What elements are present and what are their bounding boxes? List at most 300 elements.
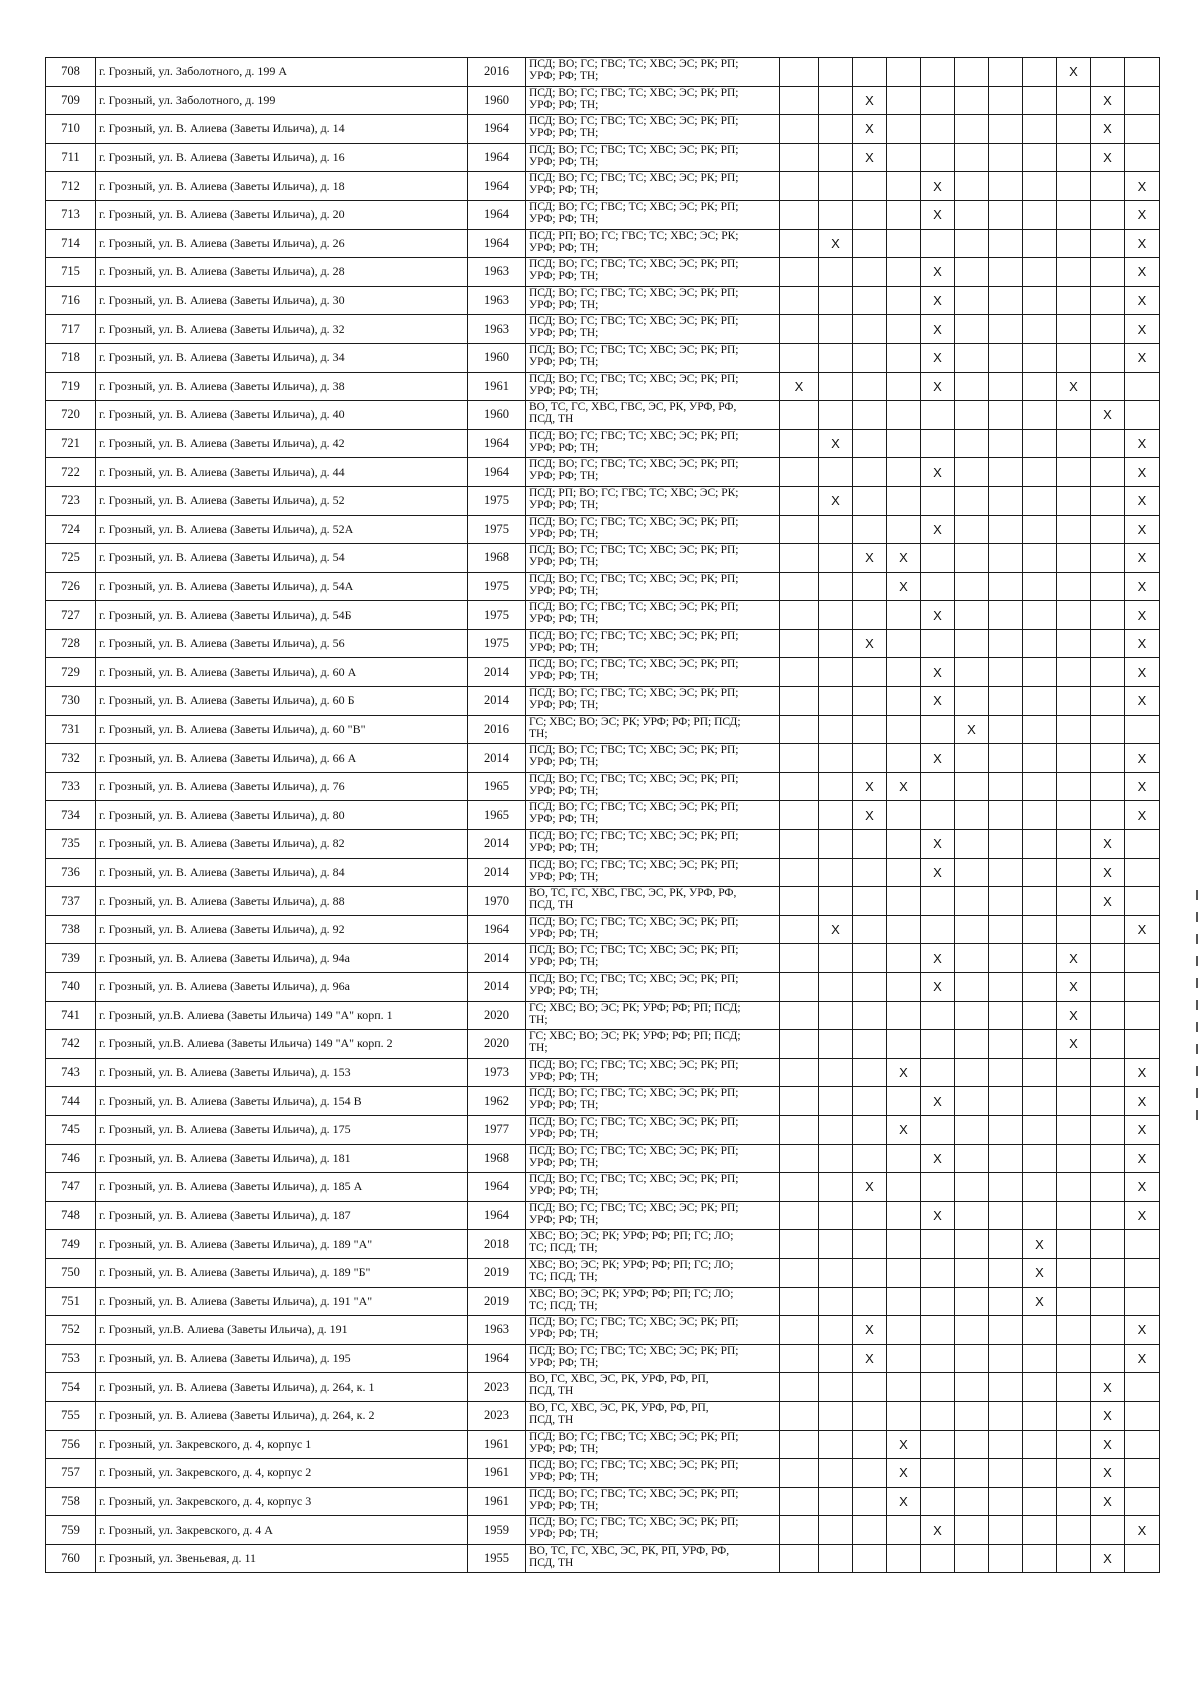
table-row	[46, 486, 1160, 515]
work-type-cell	[887, 1001, 921, 1030]
x-mark: X	[1103, 1465, 1112, 1481]
work-type-cell	[780, 973, 819, 1002]
work-type-cell	[1091, 458, 1125, 487]
x-mark: X	[933, 521, 942, 537]
work-type-cell	[921, 86, 955, 115]
row-number: 745	[46, 1115, 96, 1144]
work-type-cell	[989, 1430, 1023, 1459]
row-number: 719	[46, 372, 96, 401]
services-line: УРФ; РФ; ТН;	[529, 270, 599, 283]
work-type-cell	[955, 572, 989, 601]
work-type-cell	[887, 715, 921, 744]
year-cell: 1960	[468, 343, 526, 372]
services-line: ПСД; ВО; ГС; ГВС; ТС; ХВС; ЭС; РК; РП;	[529, 973, 739, 985]
year-cell: 1975	[468, 515, 526, 544]
services-cell	[526, 973, 780, 1002]
services-cell	[526, 1430, 780, 1459]
services-line: УРФ; РФ; ТН;	[529, 784, 599, 797]
x-mark: X	[933, 693, 942, 709]
work-type-cell	[780, 1316, 819, 1345]
work-type-cell	[921, 200, 955, 229]
work-type-cell	[780, 544, 819, 573]
row-number: 741	[46, 1001, 96, 1030]
table-row	[46, 744, 1160, 773]
work-type-cell	[1125, 772, 1160, 801]
table-row	[46, 1316, 1160, 1345]
work-type-cell	[1091, 486, 1125, 515]
work-type-cell	[921, 515, 955, 544]
work-type-cell	[955, 200, 989, 229]
year-cell: 1975	[468, 601, 526, 630]
work-type-cell	[921, 973, 955, 1002]
work-type-cell	[853, 1316, 887, 1345]
work-type-cell	[955, 1144, 989, 1173]
x-mark: X	[794, 378, 804, 394]
work-type-cell	[921, 1544, 955, 1573]
work-type-cell	[887, 286, 921, 315]
work-type-cell	[1057, 115, 1091, 144]
work-type-cell	[955, 229, 989, 258]
year-cell: 2016	[468, 58, 526, 87]
work-type-cell	[955, 658, 989, 687]
work-type-cell	[1125, 629, 1160, 658]
work-type-cell	[955, 687, 989, 716]
address-cell: г. Грозный, ул. В. Алиева (Заветы Ильича), д. 92	[96, 915, 468, 944]
x-mark: X	[865, 1179, 874, 1195]
row-number: 736	[46, 858, 96, 887]
work-type-cell	[989, 372, 1023, 401]
work-type-cell	[1057, 1544, 1091, 1573]
work-type-cell	[780, 715, 819, 744]
work-type-cell	[921, 830, 955, 859]
services-line: ПСД; ВО; ГС; ГВС; ТС; ХВС; ЭС; РК; РП;	[529, 1459, 739, 1472]
work-type-cell	[1057, 1287, 1091, 1316]
services-cell	[526, 687, 780, 716]
work-type-cell	[921, 801, 955, 830]
address-cell: г. Грозный, ул. В. Алиева (Заветы Ильича), д. 189 "Б"	[96, 1258, 468, 1287]
work-type-cell	[819, 1058, 853, 1087]
row-number: 723	[46, 486, 96, 515]
row-number: 753	[46, 1344, 96, 1373]
services-line: УРФ; РФ; ТН;	[529, 1471, 599, 1484]
work-type-cell	[887, 1401, 921, 1430]
work-type-cell	[955, 1401, 989, 1430]
work-type-cell	[1023, 1115, 1057, 1144]
row-number: 747	[46, 1173, 96, 1202]
services-line: ПСД; ВО; ГС; ГВС; ТС; ХВС; ЭС; РК; РП;	[529, 1144, 739, 1157]
table-row	[46, 515, 1160, 544]
work-type-cell	[819, 715, 853, 744]
x-mark: X	[1103, 836, 1112, 852]
services-line: УРФ; РФ; ТН;	[529, 813, 599, 826]
services-cell	[526, 1058, 780, 1087]
work-type-cell	[1023, 801, 1057, 830]
x-mark: X	[831, 493, 840, 509]
work-type-cell	[1125, 1316, 1160, 1345]
work-type-cell	[1091, 286, 1125, 315]
x-mark: X	[1137, 779, 1147, 795]
services-line: ПСД; ВО; ГС; ГВС; ТС; ХВС; ЭС; РК; РП;	[529, 687, 739, 700]
work-type-cell	[921, 372, 955, 401]
services-cell	[526, 515, 780, 544]
work-type-cell	[955, 858, 989, 887]
work-type-cell	[921, 229, 955, 258]
work-type-cell	[1125, 343, 1160, 372]
address-cell: г. Грозный, ул. Звеньевая, д. 11	[96, 1544, 468, 1573]
work-type-cell	[1125, 915, 1160, 944]
work-type-cell	[1057, 1401, 1091, 1430]
work-type-cell	[780, 801, 819, 830]
x-mark: X	[831, 436, 840, 452]
services-line: ТН;	[529, 727, 548, 740]
work-type-cell	[1023, 1516, 1057, 1545]
work-type-cell	[819, 58, 853, 87]
work-type-cell	[1023, 858, 1057, 887]
work-type-cell	[989, 86, 1023, 115]
work-type-cell	[853, 172, 887, 201]
work-type-cell	[887, 629, 921, 658]
services-line: УРФ; РФ; ТН;	[529, 1127, 599, 1140]
x-mark: X	[1137, 1522, 1147, 1538]
work-type-cell	[780, 1344, 819, 1373]
table-row	[46, 601, 1160, 630]
work-type-cell	[887, 801, 921, 830]
work-type-cell	[780, 115, 819, 144]
work-type-cell	[887, 115, 921, 144]
work-type-cell	[887, 258, 921, 287]
work-type-cell	[1125, 1144, 1160, 1173]
work-type-cell	[1125, 1230, 1160, 1259]
work-type-cell	[1091, 1287, 1125, 1316]
work-type-cell	[853, 515, 887, 544]
services-line: УРФ; РФ; ТН;	[529, 699, 599, 712]
x-mark: X	[1137, 321, 1147, 337]
work-type-cell	[989, 944, 1023, 973]
work-type-cell	[819, 1373, 853, 1402]
x-mark: X	[1035, 1236, 1044, 1252]
work-type-cell	[853, 1115, 887, 1144]
x-mark: X	[933, 293, 942, 309]
services-line: УРФ; РФ; ТН;	[529, 1156, 599, 1169]
work-type-cell	[780, 915, 819, 944]
services-line: ГС; ХВС; ВО; ЭС; РК; УРФ; РФ; РП; ПСД;	[529, 715, 741, 728]
work-type-cell	[780, 1115, 819, 1144]
x-mark: X	[1103, 1408, 1112, 1424]
services-cell	[526, 544, 780, 573]
work-type-cell	[1057, 601, 1091, 630]
work-type-cell	[1091, 258, 1125, 287]
x-mark: X	[933, 264, 942, 280]
services-line: ПСД; ВО; ГС; ГВС; ТС; ХВС; ЭС; РК; РП;	[529, 458, 739, 471]
work-type-cell	[989, 1344, 1023, 1373]
services-line: ВО, ГС, ХВС, ЭС, РК, УРФ, РФ, РП,	[529, 1401, 709, 1414]
work-type-cell	[921, 486, 955, 515]
x-mark: X	[1137, 464, 1147, 480]
x-mark: X	[1137, 807, 1147, 823]
row-number: 755	[46, 1401, 96, 1430]
services-cell	[526, 944, 780, 973]
work-type-cell	[921, 1030, 955, 1059]
work-type-cell	[1057, 1030, 1091, 1059]
row-number: 732	[46, 744, 96, 773]
services-line: ПСД; ВО; ГС; ГВС; ТС; ХВС; ЭС; РК; РП;	[529, 115, 739, 128]
services-cell	[526, 401, 780, 430]
work-type-cell	[1023, 458, 1057, 487]
row-number: 756	[46, 1430, 96, 1459]
work-type-cell	[1125, 572, 1160, 601]
services-line: УРФ; РФ; ТН;	[529, 470, 599, 483]
work-type-cell	[887, 1373, 921, 1402]
work-type-cell	[853, 1373, 887, 1402]
work-type-cell	[780, 629, 819, 658]
x-mark: X	[865, 807, 874, 823]
work-type-cell	[1057, 1258, 1091, 1287]
work-type-cell	[1023, 601, 1057, 630]
work-type-cell	[1091, 1258, 1125, 1287]
work-type-cell	[921, 772, 955, 801]
work-type-cell	[1125, 973, 1160, 1002]
work-type-cell	[989, 1487, 1023, 1516]
work-type-cell	[780, 343, 819, 372]
work-type-cell	[887, 372, 921, 401]
work-type-cell	[955, 544, 989, 573]
work-type-cell	[819, 658, 853, 687]
table-row	[46, 658, 1160, 687]
work-type-cell	[1125, 515, 1160, 544]
services-line: ПСД; ВО; ГС; ГВС; ТС; ХВС; ЭС; РК; РП;	[529, 601, 739, 614]
work-type-cell	[1125, 1516, 1160, 1545]
work-type-cell	[1057, 200, 1091, 229]
x-mark: X	[933, 464, 942, 480]
work-type-cell	[853, 1344, 887, 1373]
work-type-cell	[853, 86, 887, 115]
work-type-cell	[921, 658, 955, 687]
work-type-cell	[780, 458, 819, 487]
work-type-cell	[1023, 1258, 1057, 1287]
work-type-cell	[989, 1401, 1023, 1430]
x-mark: X	[1137, 1322, 1147, 1338]
services-line: УРФ; РФ; ТН;	[529, 1499, 599, 1512]
work-type-cell	[1057, 687, 1091, 716]
services-cell	[526, 1344, 780, 1373]
services-line: ПСД; ВО; ГС; ГВС; ТС; ХВС; ЭС; РК; РП;	[529, 1087, 739, 1100]
work-type-cell	[1057, 915, 1091, 944]
services-line: ВО, ГС, ХВС, ЭС, РК, УРФ, РФ, РП,	[529, 1373, 709, 1386]
address-cell: г. Грозный, ул. В. Алиева (Заветы Ильича), д. 189 "А"	[96, 1230, 468, 1259]
work-type-cell	[1091, 1316, 1125, 1345]
work-type-cell	[989, 229, 1023, 258]
work-type-cell	[1023, 200, 1057, 229]
work-type-cell	[1125, 372, 1160, 401]
work-type-cell	[921, 744, 955, 773]
work-type-cell	[1125, 601, 1160, 630]
work-type-cell	[989, 1287, 1023, 1316]
year-cell: 2020	[468, 1001, 526, 1030]
row-number: 730	[46, 687, 96, 716]
work-type-cell	[955, 1115, 989, 1144]
work-type-cell	[853, 1487, 887, 1516]
work-type-cell	[1125, 658, 1160, 687]
x-mark: X	[899, 578, 908, 594]
services-line: УРФ; РФ; ТН;	[529, 641, 599, 654]
work-type-cell	[780, 772, 819, 801]
x-mark: X	[933, 321, 942, 337]
work-type-cell	[1023, 401, 1057, 430]
work-type-cell	[780, 1516, 819, 1545]
work-type-cell	[1023, 544, 1057, 573]
work-type-cell	[1023, 915, 1057, 944]
work-type-cell	[853, 887, 887, 916]
work-type-cell	[853, 1401, 887, 1430]
work-type-cell	[780, 1373, 819, 1402]
work-type-cell	[921, 172, 955, 201]
work-type-cell	[989, 887, 1023, 916]
work-type-cell	[989, 343, 1023, 372]
x-mark: X	[1137, 1093, 1147, 1109]
year-cell: 1960	[468, 86, 526, 115]
x-mark: X	[1137, 578, 1147, 594]
table-row	[46, 200, 1160, 229]
year-cell: 2019	[468, 1287, 526, 1316]
work-type-cell	[955, 915, 989, 944]
work-type-cell	[1091, 858, 1125, 887]
year-cell: 1955	[468, 1544, 526, 1573]
row-number: 729	[46, 658, 96, 687]
table-row	[46, 458, 1160, 487]
services-cell	[526, 286, 780, 315]
x-mark: X	[865, 550, 874, 566]
work-type-cell	[1125, 687, 1160, 716]
row-number: 718	[46, 343, 96, 372]
address-cell: г. Грозный, ул. В. Алиева (Заветы Ильича), д. 40	[96, 401, 468, 430]
work-type-cell	[1057, 944, 1091, 973]
work-type-cell	[853, 973, 887, 1002]
work-type-cell	[819, 1173, 853, 1202]
year-cell: 1964	[468, 200, 526, 229]
services-line: УРФ; РФ; ТН;	[529, 127, 599, 140]
x-mark: X	[1103, 1551, 1112, 1567]
work-type-cell	[819, 1430, 853, 1459]
work-type-cell	[1125, 1087, 1160, 1116]
work-type-cell	[1023, 1316, 1057, 1345]
work-type-cell	[921, 887, 955, 916]
work-type-cell	[780, 143, 819, 172]
work-type-cell	[1023, 1230, 1057, 1259]
work-type-cell	[989, 115, 1023, 144]
work-type-cell	[989, 143, 1023, 172]
work-type-cell	[989, 629, 1023, 658]
work-type-cell	[1057, 830, 1091, 859]
services-line: ТС; ПСД; ТН;	[529, 1242, 598, 1255]
table-row	[46, 343, 1160, 372]
address-cell: г. Грозный, ул. Закревского, д. 4, корпус 1	[96, 1430, 468, 1459]
work-type-cell	[989, 858, 1023, 887]
work-type-cell	[989, 486, 1023, 515]
work-type-cell	[1057, 343, 1091, 372]
work-type-cell	[1125, 86, 1160, 115]
work-type-cell	[887, 687, 921, 716]
services-line: УРФ; РФ; ТН;	[529, 1356, 599, 1369]
work-type-cell	[1023, 887, 1057, 916]
services-line: ПСД; ВО; ГС; ГВС; ТС; ХВС; ЭС; РК; РП;	[529, 1316, 739, 1329]
x-mark: X	[1137, 207, 1147, 223]
work-type-cell	[955, 1316, 989, 1345]
work-type-cell	[853, 1144, 887, 1173]
x-mark: X	[899, 1122, 908, 1138]
work-type-cell	[887, 315, 921, 344]
register-body	[46, 58, 1160, 1573]
work-type-cell	[1091, 1201, 1125, 1230]
x-mark: X	[899, 1493, 908, 1509]
year-cell: 1963	[468, 258, 526, 287]
work-type-cell	[955, 1058, 989, 1087]
services-line: УРФ; РФ; ТН;	[529, 756, 599, 769]
work-type-cell	[853, 572, 887, 601]
services-line: ПСД; ВО; ГС; ГВС; ТС; ХВС; ЭС; РК; РП;	[529, 315, 739, 328]
x-mark: X	[933, 1208, 942, 1224]
x-mark: X	[1069, 64, 1078, 80]
x-mark: X	[1137, 293, 1147, 309]
work-type-cell	[819, 887, 853, 916]
work-type-cell	[887, 429, 921, 458]
work-type-cell	[853, 629, 887, 658]
services-line: ПСД; ВО; ГС; ГВС; ТС; ХВС; ЭС; РК; РП;	[529, 772, 739, 785]
row-number: 715	[46, 258, 96, 287]
services-line: ПСД; ВО; ГС; ГВС; ТС; ХВС; ЭС; РК; РП;	[529, 801, 739, 814]
work-type-cell	[921, 1258, 955, 1287]
work-type-cell	[1023, 1201, 1057, 1230]
work-type-cell	[780, 486, 819, 515]
work-type-cell	[1091, 86, 1125, 115]
work-type-cell	[955, 429, 989, 458]
work-type-cell	[1023, 343, 1057, 372]
services-line: УРФ; РФ; ТН;	[529, 985, 599, 997]
work-type-cell	[989, 1459, 1023, 1488]
work-type-cell	[819, 801, 853, 830]
x-mark: X	[1137, 350, 1147, 366]
table-row	[46, 830, 1160, 859]
year-cell: 1963	[468, 1316, 526, 1345]
work-type-cell	[780, 1544, 819, 1573]
services-line: ВО, ТС, ГС, ХВС, ГВС, ЭС, РК, УРФ, РФ,	[529, 887, 737, 900]
year-cell: 1975	[468, 629, 526, 658]
work-type-cell	[921, 286, 955, 315]
address-cell: г. Грозный, ул. В. Алиева (Заветы Ильича), д. 185 А	[96, 1173, 468, 1202]
services-cell	[526, 1516, 780, 1545]
services-line: ПСД; ВО; ГС; ГВС; ТС; ХВС; ЭС; РК; РП;	[529, 343, 739, 356]
work-type-cell	[1023, 1030, 1057, 1059]
row-number: 711	[46, 143, 96, 172]
work-type-cell	[955, 1258, 989, 1287]
x-mark: X	[865, 1322, 874, 1338]
work-type-cell	[1023, 143, 1057, 172]
work-type-cell	[1057, 1373, 1091, 1402]
work-type-cell	[1091, 1115, 1125, 1144]
work-type-cell	[955, 1487, 989, 1516]
work-type-cell	[1091, 1459, 1125, 1488]
work-type-cell	[1125, 115, 1160, 144]
work-type-cell	[1125, 458, 1160, 487]
row-number: 733	[46, 772, 96, 801]
services-line: УРФ; РФ; ТН;	[529, 1070, 599, 1083]
x-mark: X	[1137, 1179, 1147, 1195]
row-number: 750	[46, 1258, 96, 1287]
work-type-cell	[921, 544, 955, 573]
table-row	[46, 973, 1160, 1002]
year-cell: 1963	[468, 286, 526, 315]
address-cell: г. Грозный, ул. В. Алиева (Заветы Ильича), д. 42	[96, 429, 468, 458]
services-line: ПСД; ВО; ГС; ГВС; ТС; ХВС; ЭС; РК; РП;	[529, 515, 739, 528]
